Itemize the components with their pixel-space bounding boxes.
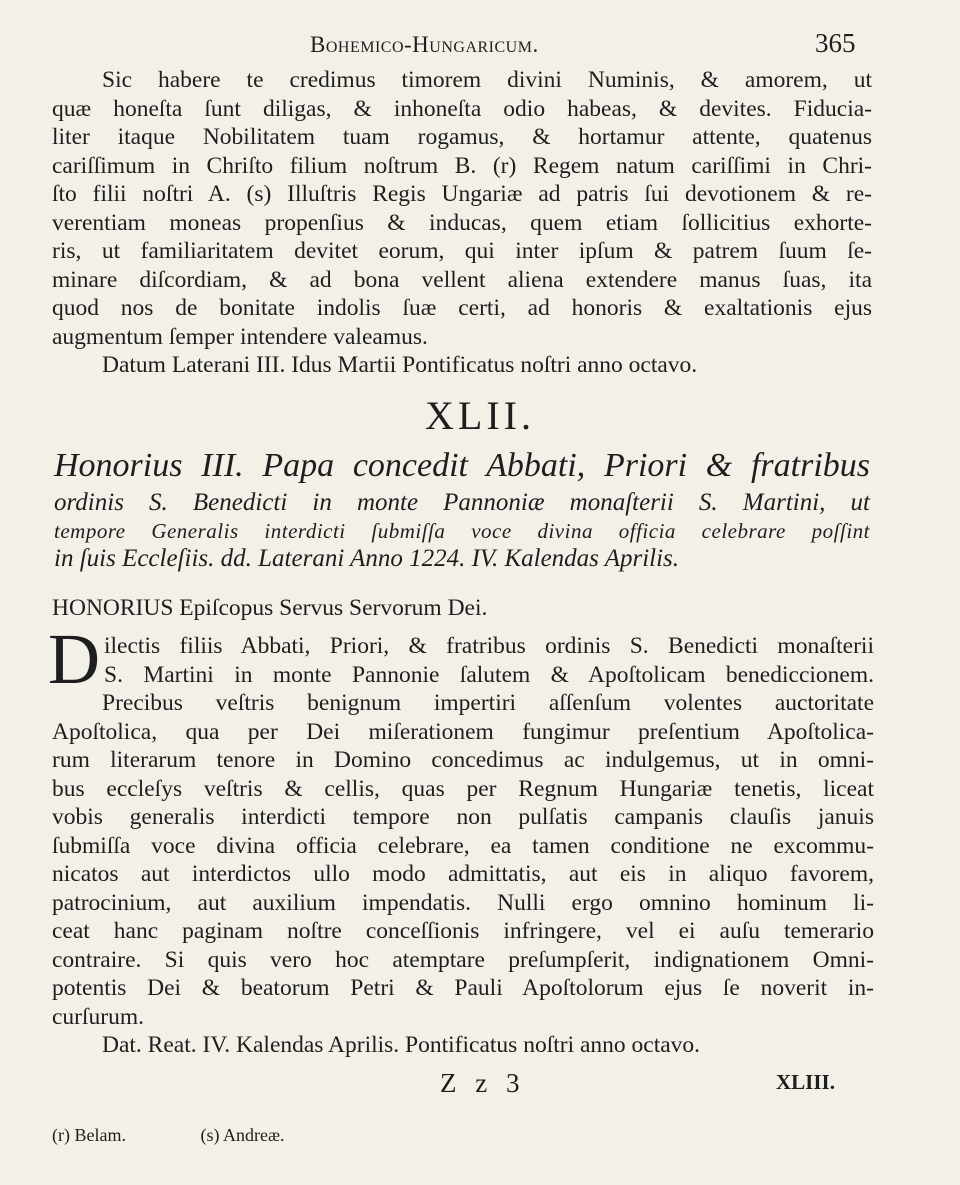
document-number: XLII. <box>425 393 535 438</box>
catchword: XLIII. <box>776 1070 835 1094</box>
page-number: 365 <box>815 28 856 58</box>
date-line: Datum Laterani III. Idus Martii Pontificatus noſtri anno octavo. <box>102 352 698 378</box>
text-line: ilectis filiis Abbati, Priori, & fratribus ordinis S. Benedicti monaſterii <box>104 633 874 659</box>
text-line: liter itaque Nobilitatem tuam rogamus, & hortamur attente, quatenus <box>52 124 872 150</box>
text-line: ſto filii noſtri A. (s) Illuſtris Regis Ungariæ ad patris ſui devotionem & re- <box>52 181 872 207</box>
text-line: potentis Dei & beatorum Petri & Pauli Apoſtolorum ejus ſe noverit in- <box>52 975 874 1001</box>
text-line: patrocinium, aut auxilium impendatis. Nulli ergo omnino hominum li- <box>52 889 874 916</box>
closing-date-line: Dat. Reat. IV. Kalendas Aprilis. Pontificatus noſtri anno octavo. <box>102 1032 701 1058</box>
text-line: curſurum. <box>52 1003 145 1030</box>
text-line: rum literarum tenore in Domino concedimus ac indulgemus, ut in omni- <box>52 747 874 773</box>
text-line: bus eccleſys veſtris & cellis, quas per Regnum Hungariæ tenetis, liceat <box>52 775 874 802</box>
text-line: Sic habere te credimus timorem divini Numinis, & amorem, ut <box>102 67 872 93</box>
text-line: nicatos aut interdictos ullo modo admittatis, aut eis in aliquo favorem, <box>52 861 874 887</box>
footnote: (s) Andreæ. <box>200 1125 285 1145</box>
drop-cap: D <box>48 619 100 699</box>
text-line: vobis generalis interdicti tempore non pulſatis campanis clauſis januis <box>52 804 874 830</box>
text-line: Apoſtolica, qua per Dei miſerationem fungimur preſentium Apoſtolica- <box>52 718 874 745</box>
salutation: HONORIUS Epiſcopus Servus Servorum Dei. <box>52 595 488 621</box>
text-line: S. Martini in monte Pannonie ſalutem & Apoſtolicam benediccionem. <box>104 661 874 688</box>
previous-letter-text <box>52 66 872 380</box>
text-line: verentiam moneas propenſius & inducas, quem etiam ſollicitius exhorte- <box>52 209 872 236</box>
heading-line: in ſuis Eccleſiis. dd. Laterani Anno 1224. IV. Kalendas Aprilis. <box>54 545 680 572</box>
heading-line: Honorius III. Papa concedit Abbati, Priori & fratribus <box>54 447 870 484</box>
text-line: cariſſimum in Chriſto filium noſtrum B. (r) Regem natum cariſſimi in Chri- <box>52 152 872 179</box>
heading-line: ordinis S. Benedicti in monte Pannoniæ monaſterii S. Martini, ut <box>54 489 870 516</box>
text-line: contraire. Si quis vero hoc atemptare preſumpſerit, indignationem Omni- <box>52 946 874 973</box>
page-footer <box>0 1068 960 1108</box>
footnotes <box>52 1125 354 1146</box>
signature-mark: Z z 3 <box>440 1068 526 1098</box>
text-line: quæ honeſta ſunt diligas, & inhoneſta odio habeas, & devites. Fiducia- <box>52 95 872 122</box>
footnote: (r) Belam. <box>52 1125 126 1145</box>
heading-line: tempore Generalis interdicti ſubmiſſa voce divina officia celebrare poſſint <box>54 519 870 543</box>
text-line: ſubmiſſa voce divina officia celebrare, ea tamen conditione ne excommu- <box>52 832 874 859</box>
text-line: Precibus veſtris benignum impertiri aſſenſum volentes auctoritate <box>102 690 874 716</box>
running-title: Bohemico-Hungaricum. <box>310 32 539 57</box>
text-line: ceat hanc paginam noſtre conceſſionis infringere, vel ei auſu temerario <box>52 918 874 944</box>
letter-body <box>52 632 874 1060</box>
text-line: quod nos de bonitate indolis ſuæ certi, ad honoris & exaltationis ejus <box>52 295 872 321</box>
text-line: ris, ut familiaritatem devitet eorum, qui inter ipſum & patrem ſuum ſe- <box>52 238 872 264</box>
text-line: minare diſcordiam, & ad bona vellent aliena extendere manus ſuas, ita <box>52 266 872 293</box>
running-head <box>0 26 960 66</box>
text-line: augmentum ſemper intendere valeamus. <box>52 323 428 350</box>
document-heading <box>54 444 870 574</box>
